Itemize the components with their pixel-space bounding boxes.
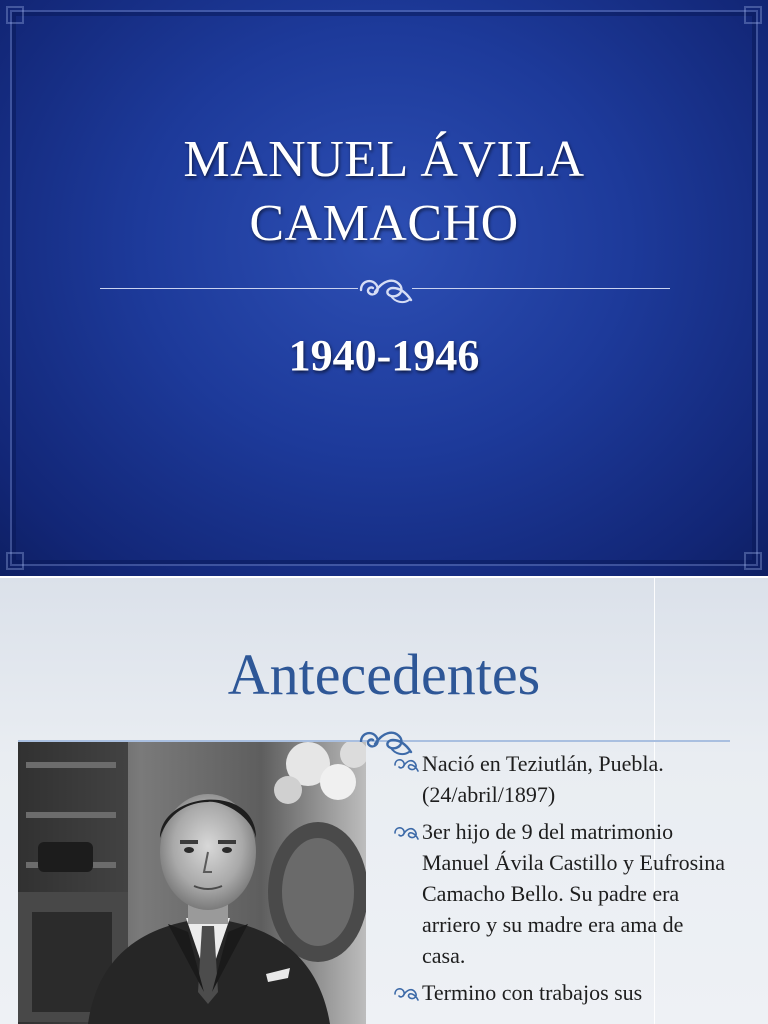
bullet-text: Nació en Teziutlán, Puebla. (24/abril/1897) bbox=[422, 751, 664, 807]
content-slide bbox=[0, 578, 768, 1024]
slide-heading: Antecedentes bbox=[227, 642, 541, 707]
flourish-bullet-icon bbox=[392, 984, 420, 1002]
frame-corner bbox=[6, 552, 24, 570]
bullet-list bbox=[392, 748, 732, 1014]
divider-left bbox=[100, 288, 358, 289]
flourish-bullet-icon bbox=[392, 823, 420, 841]
bullet-text: 3er hijo de 9 del matrimonio Manuel Ávila Castillo y Eufrosina Camacho Bello. Su padre era arriero y su madre era ama de casa. bbox=[422, 819, 726, 968]
list-item bbox=[392, 816, 732, 971]
flourish-bullet-icon bbox=[392, 755, 420, 773]
frame-corner bbox=[744, 6, 762, 24]
frame-corner bbox=[744, 552, 762, 570]
bullet-text: Termino con trabajos sus bbox=[422, 980, 643, 1005]
slide-title bbox=[0, 128, 768, 256]
portrait-image bbox=[18, 742, 366, 1024]
divider-right bbox=[412, 288, 670, 289]
title-line-2: CAMACHO bbox=[249, 195, 519, 252]
flourish-ornament-icon bbox=[355, 270, 415, 306]
title-line-1: MANUEL ÁVILA bbox=[183, 131, 585, 188]
frame-corner bbox=[6, 6, 24, 24]
date-range: 1940-1946 bbox=[288, 331, 480, 380]
portrait-photo bbox=[18, 742, 366, 1024]
list-item bbox=[392, 977, 732, 1008]
list-item bbox=[392, 748, 732, 810]
